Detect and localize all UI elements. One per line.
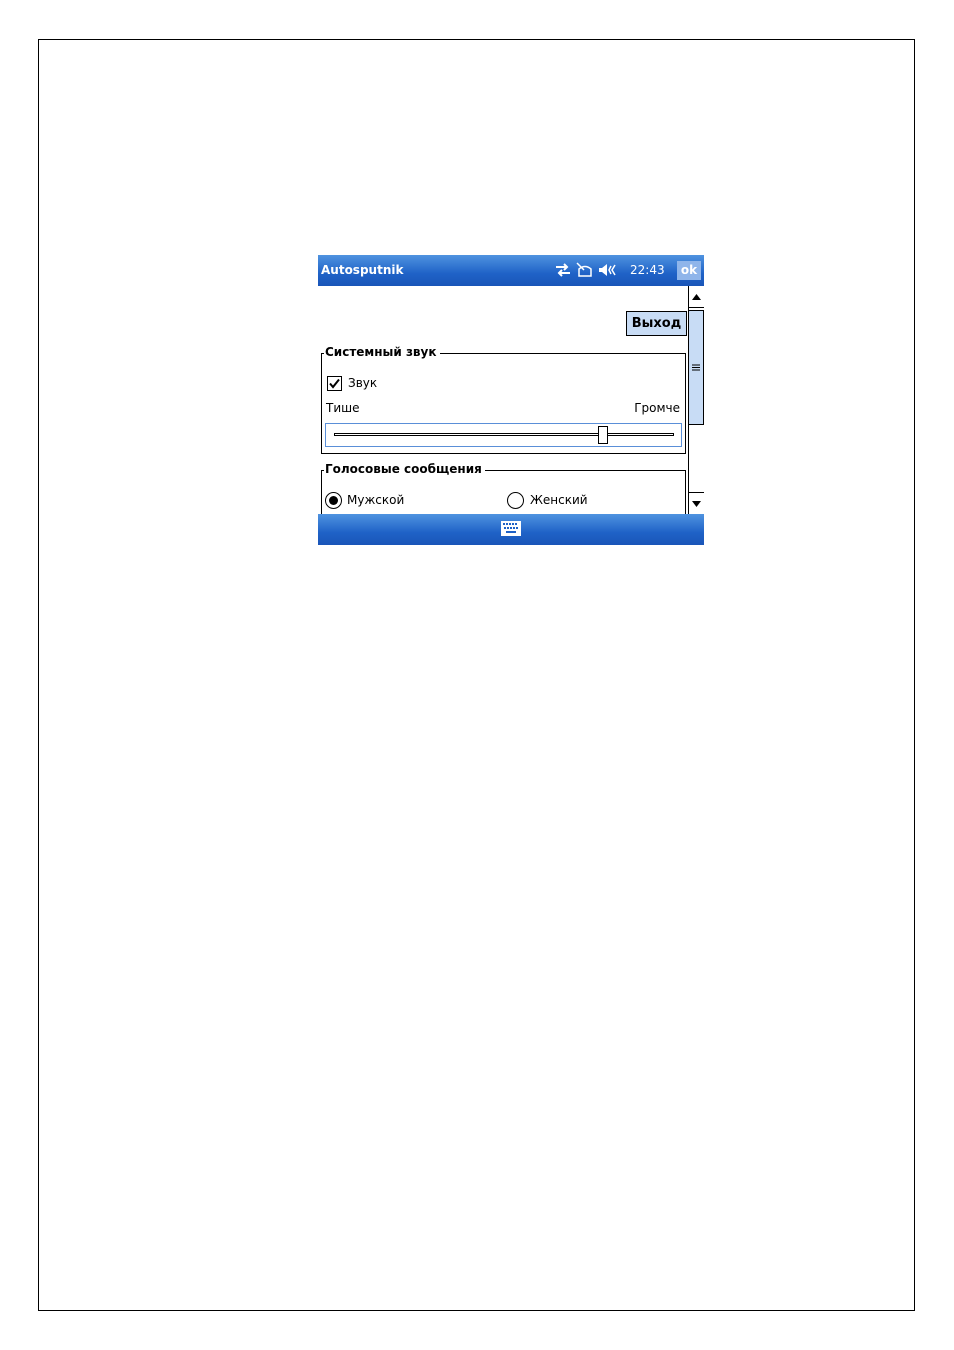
pocketpc-screen [318,255,704,545]
scroll-up-button[interactable] [689,286,704,308]
arrow-down-icon [692,501,701,507]
vertical-scrollbar[interactable] [688,286,704,514]
speaker-muted-icon[interactable] [598,262,618,278]
voice-messages-legend: Голосовые сообщения [324,462,485,476]
grip-icon [692,364,700,371]
sound-checkbox[interactable] [327,376,342,391]
exit-button[interactable]: Выход [626,311,687,336]
no-phone-icon[interactable] [576,262,594,278]
settings-content [318,286,688,514]
slider-thumb[interactable] [598,426,608,444]
volume-min-label: Тише [326,401,360,415]
system-sound-legend: Системный звук [324,345,440,359]
radio-female[interactable] [507,492,524,509]
clock[interactable]: 22:43 [630,263,665,277]
volume-slider[interactable] [325,423,682,447]
slider-track[interactable] [334,433,674,436]
system-sound-group [321,345,686,454]
title-bar [318,255,704,286]
sound-checkbox-label[interactable]: Звук [348,376,378,390]
radio-male-label[interactable]: Мужской [347,493,405,507]
page-border [38,39,915,1311]
volume-max-label: Громче [634,401,680,415]
keyboard-icon[interactable] [501,521,521,536]
scrollbar-thumb[interactable] [689,310,704,425]
checkmark-icon [329,378,340,389]
radio-female-label[interactable]: Женский [530,493,588,507]
app-title: Autosputnik [321,263,404,277]
scroll-down-button[interactable] [689,492,704,514]
ok-button[interactable]: ok [677,261,701,280]
radio-male[interactable] [325,492,342,509]
menu-bar [318,514,704,545]
status-icons [554,261,618,279]
connectivity-icon[interactable] [554,262,572,278]
arrow-up-icon [692,294,701,300]
